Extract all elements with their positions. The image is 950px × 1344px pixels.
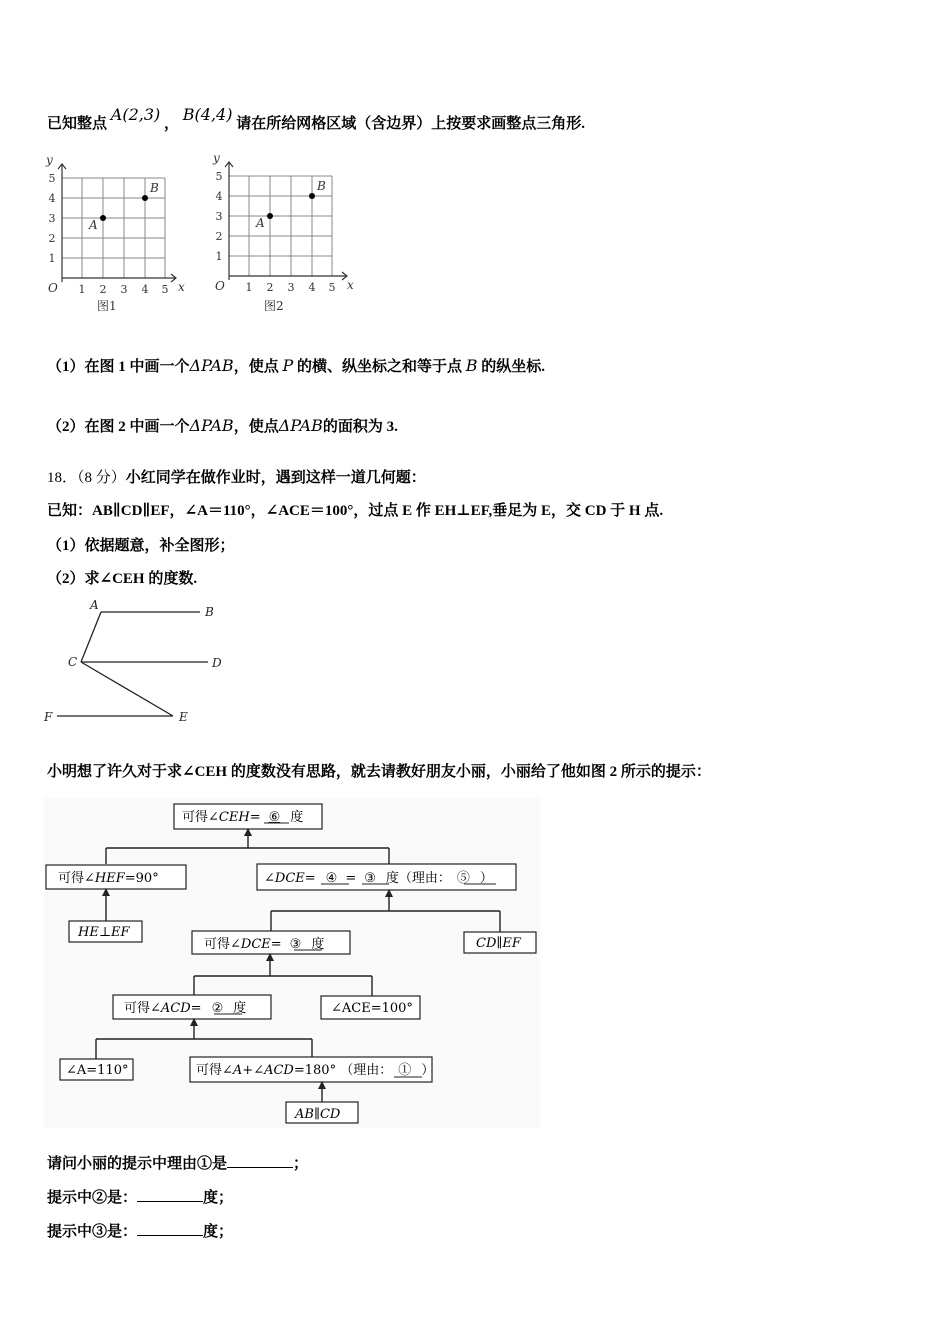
answer-blank-3[interactable] [137, 1223, 203, 1236]
label-f: F [44, 710, 53, 724]
fig1-ytick: 3 [48, 212, 56, 225]
question-1 [47, 355, 545, 376]
box-cd-ef-text: CD∥EF [476, 936, 521, 951]
fig1-ytick: 2 [48, 232, 56, 245]
question-hint-3-prefix: 提示中③是： [47, 1224, 138, 1240]
label-e: E [179, 710, 188, 724]
intro-comma: ， [164, 116, 180, 132]
q2-triangle: ΔPAB [189, 416, 234, 435]
fig1-point-b [142, 195, 148, 201]
fig1-xtick: 2 [99, 283, 107, 296]
fig2-label-a: A [256, 216, 265, 230]
box-dce-eq-text: ∠DCE= ④ = ③ 度（理由： ⑤ ） [264, 871, 493, 886]
q1-mid: ，使点 [233, 359, 279, 375]
q1-triangle: ΔPAB [189, 356, 234, 375]
question-reason-1-suffix: ； [293, 1156, 309, 1172]
label-a: A [90, 598, 99, 612]
fig2-xtick: 4 [308, 281, 316, 294]
fig1-caption: 图1 [97, 299, 117, 313]
box-he-ef-text: HE⊥EF [78, 925, 130, 940]
fig2-caption: 图2 [264, 299, 284, 313]
grid-figures [40, 152, 370, 317]
label-b: B [205, 605, 214, 619]
question-hint-2-suffix: 度； [203, 1190, 234, 1206]
question-hint-3-suffix: 度； [203, 1224, 234, 1240]
fig2-axis-y: y [213, 152, 220, 165]
fig1-axis-y: y [46, 153, 53, 167]
q1-mid2: 的横、纵坐标之和等于点 [296, 359, 462, 375]
fig1-label-b: B [150, 181, 159, 195]
fig1-xtick: 5 [161, 283, 169, 296]
q1-prefix: （1）在图 1 中画一个 [47, 359, 190, 375]
label-d: D [212, 656, 222, 670]
fig2-ytick: 3 [215, 210, 223, 223]
box-dce-text: 可得∠DCE= ③ 度 [204, 937, 325, 952]
question-hint-2-prefix: 提示中②是： [47, 1190, 138, 1206]
problem-18-header [47, 466, 426, 487]
point-b: B(4,4) [182, 105, 233, 124]
grid-figure-2 [212, 152, 354, 313]
fig2-xtick: 2 [266, 281, 274, 294]
hint-intro: 小明想了许久对于求∠CEH 的度数没有思路，就去请教好朋友小丽，小丽给了他如图 2 所示的提示： [47, 764, 711, 780]
q1-suffix: 的纵坐标. [481, 359, 546, 375]
box-ace-text: ∠ACE=100° [331, 1001, 413, 1016]
fig1-xtick: 1 [78, 283, 86, 296]
grid-figure-1 [45, 153, 185, 313]
answer-blank-1[interactable] [227, 1155, 293, 1168]
intro-line [47, 104, 585, 132]
question-reason-1 [47, 1152, 308, 1173]
fig2-label-b: B [317, 179, 326, 193]
fig2-ytick: 1 [215, 250, 223, 263]
question-reason-1-prefix: 请问小丽的提示中理由①是 [47, 1156, 228, 1172]
problem-18-sub1: （1）依据题意，补全图形； [47, 538, 235, 554]
label-c: C [68, 655, 78, 669]
question-hint-2 [47, 1186, 233, 1207]
problem-18-given: 已知：AB∥CD∥EF，∠A＝110°，∠ACE＝100°，过点 E 作 EH⊥EF,垂足为 E，交 CD 于 H 点. [47, 503, 664, 519]
q2-prefix: （2）在图 2 中画一个 [47, 419, 190, 435]
answer-blank-2[interactable] [137, 1189, 203, 1202]
geometry-figure [40, 596, 240, 728]
fig2-ytick: 4 [215, 190, 223, 203]
point-a: A(2,3) [110, 105, 161, 124]
fig1-xtick: 4 [141, 283, 149, 296]
fig1-label-a: A [89, 218, 98, 232]
q2-suffix: 的面积为 3. [322, 419, 398, 435]
fig2-xtick: 5 [328, 281, 336, 294]
fig1-ytick: 4 [48, 192, 56, 205]
box-a110-text: ∠A=110° [66, 1063, 129, 1078]
box-ab-cd-text: AB∥CD [295, 1107, 341, 1122]
box-hef-text: 可得∠HEF=90° [58, 871, 159, 886]
fig1-point-a [100, 215, 106, 221]
fig1-ytick: 5 [48, 172, 56, 185]
intro-suffix: 请在所给网格区域（含边界）上按要求画整点三角形. [236, 116, 585, 132]
box-sum-text: 可得∠A+∠ACD=180° （理由： ① ） [196, 1063, 435, 1078]
problem-number: 18．（8 分） [47, 470, 126, 486]
hint-flowchart [44, 798, 540, 1128]
fig2-ytick: 2 [215, 230, 223, 243]
fig2-ytick: 5 [215, 170, 223, 183]
fig2-xtick: 1 [245, 281, 253, 294]
problem-18-sub2: （2）求∠CEH 的度数. [47, 571, 198, 587]
q2-mid: ，使点 [233, 419, 279, 435]
fig2-axis-x: x [347, 278, 354, 292]
fig1-xtick: 3 [120, 283, 128, 296]
fig2-point-a [267, 213, 273, 219]
fig2-xtick: 3 [287, 281, 295, 294]
question-2 [47, 415, 398, 436]
fig1-ytick: 1 [48, 252, 56, 265]
q2-triangle-2: ΔPAB [278, 416, 323, 435]
q1-point-b: B [465, 356, 478, 375]
question-hint-3 [47, 1220, 233, 1241]
fig2-origin: O [215, 279, 225, 293]
fig1-origin: O [48, 281, 58, 295]
q1-point-p: P [282, 356, 294, 375]
box-acd-text: 可得∠ACD= ② 度 [124, 1001, 247, 1016]
fig1-axis-x: x [178, 280, 185, 294]
box-ceh-text: 可得∠CEH= ⑥ 度 [182, 810, 304, 825]
intro-prefix: 已知整点 [47, 116, 108, 132]
problem-title: 小红同学在做作业时，遇到这样一道几何题： [125, 470, 426, 486]
fig2-point-b [309, 193, 315, 199]
